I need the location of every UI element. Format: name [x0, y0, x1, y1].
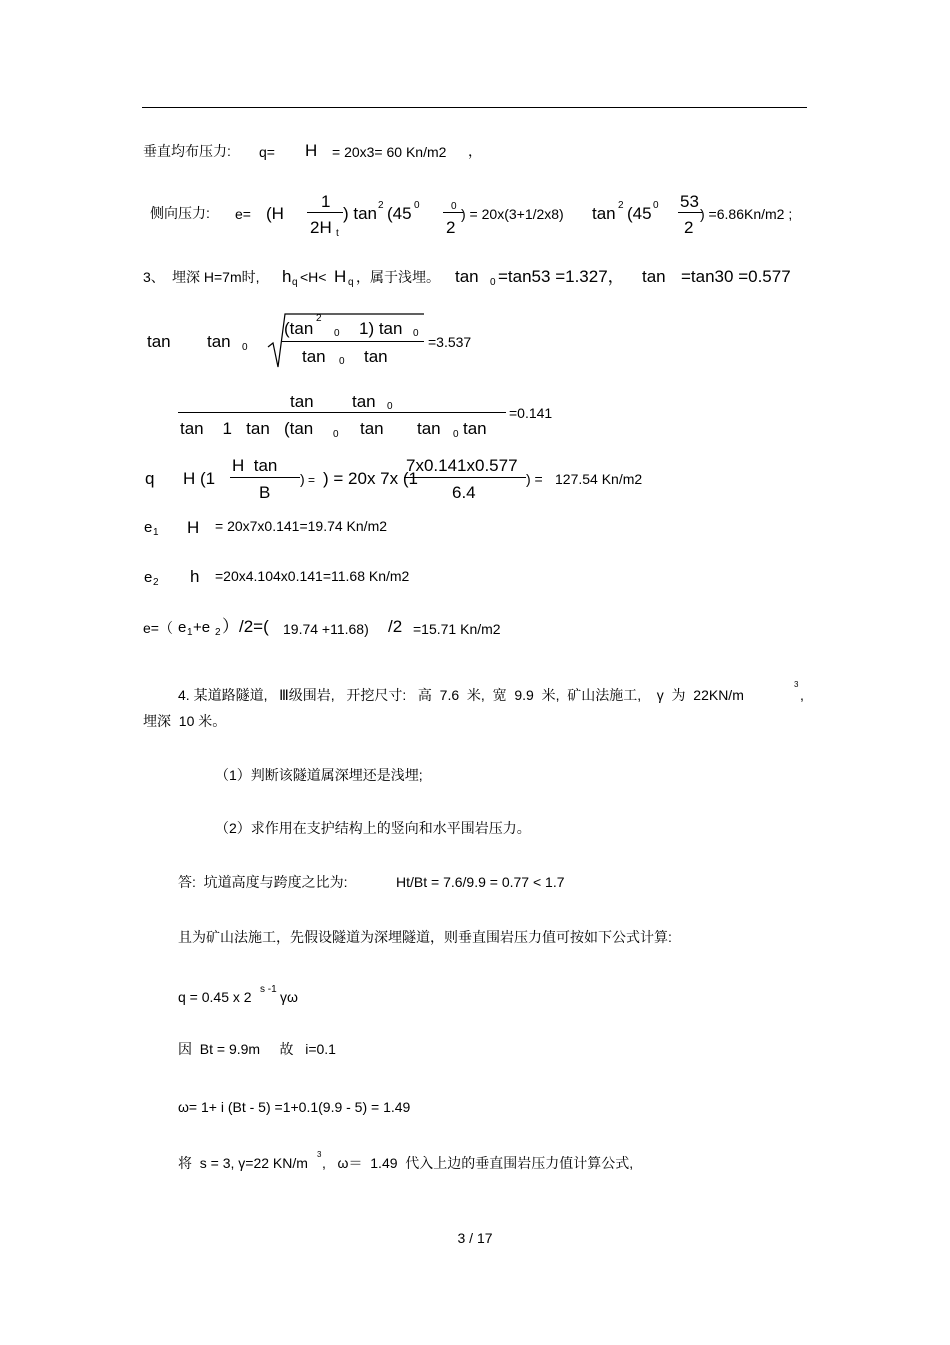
eq8-h: h: [190, 567, 200, 586]
eq5-num-a: tan: [290, 392, 314, 411]
eq9-e1-sub: 1: [187, 627, 193, 638]
eq9-result: =15.71 Kn/m2: [413, 621, 501, 637]
eq4-den-a-sub: 0: [339, 356, 345, 367]
eq2-paren: (H: [266, 204, 284, 223]
eq2-num1: 1: [321, 192, 331, 211]
eq6-mid-a: ) =: [300, 471, 316, 487]
eq4-num-sup: 2: [316, 313, 322, 324]
eq4-num: (tan: [284, 319, 314, 338]
eq9-div: /2: [388, 617, 403, 636]
eq8-sub: 2: [153, 577, 159, 588]
eq7-sub: 1: [153, 527, 159, 538]
eq3-shallow: ，属于浅埋。: [356, 269, 440, 285]
eq2-result: ) =6.86Kn/m2 ;: [700, 206, 793, 222]
eq6-H: H (1: [183, 469, 216, 488]
eq4-result: =3.537: [428, 334, 472, 350]
eq1-label: 垂直均布压力:: [143, 143, 231, 159]
eq9-plus: +e: [193, 619, 211, 636]
eq6-q: q: [145, 469, 155, 488]
problem4-line1-sup: 3: [794, 680, 799, 689]
answer-ratio: Ht/Bt = 7.6/9.9 = 0.77 < 1.7: [396, 874, 565, 890]
header-rule: [142, 107, 807, 108]
eq2-deg1-sup: 0: [414, 200, 420, 211]
eq4-den-b: tan: [364, 347, 388, 366]
eq3-tan: tan: [642, 267, 666, 286]
eq7-H: H: [187, 518, 200, 537]
eq1-comma: ，: [468, 143, 482, 159]
eq2-frac1-bar: [307, 212, 343, 213]
eq6-den2: 6.4: [452, 483, 476, 502]
formula-q-sup: s -1: [260, 984, 277, 995]
eq3-tan0: tan: [455, 267, 479, 286]
problem4-line1-end: ,: [800, 687, 804, 703]
eq5-den-sub1: 0: [333, 429, 339, 440]
eq3-val1: =tan53 =1.327，: [498, 267, 625, 286]
eq9-e1: e: [178, 619, 187, 636]
eq4-tan-b: tan: [207, 332, 231, 351]
eq2-frac2-bar: [443, 212, 463, 213]
eq6-num2: 7x0.141x0.577: [406, 456, 518, 475]
eq2-deg2: (45: [627, 204, 652, 223]
eq2-sq2: 2: [618, 200, 624, 211]
eq2-tan1: ) tan: [343, 204, 378, 223]
omega-value: ω= 1+ i (Bt - 5) =1+0.1(9.9 - 5) = 1.49: [178, 1099, 411, 1115]
eq2-label: 侧向压力:: [150, 205, 210, 221]
eq3-val2: =tan30 =0.577: [681, 267, 791, 286]
eq3-hq: h: [282, 267, 292, 286]
eq3-tan0-sub: 0: [490, 277, 496, 288]
eq2-den1: 2H: [310, 218, 332, 237]
eq4-num-sub: 0: [334, 328, 340, 339]
eq5-den: tan 1 tan (tan: [180, 419, 314, 438]
eq2-sq1: 2: [378, 200, 384, 211]
eq9-e2-sub: 2: [215, 627, 221, 638]
eq5-num-b-sub: 0: [387, 401, 393, 412]
question-2: （2）求作用在支护结构上的竖向和水平围岩压力。: [215, 820, 531, 836]
formula-q: q = 0.45 x 2: [178, 989, 252, 1005]
eq6-result: 127.54 Kn/m2: [555, 471, 643, 487]
eq6-mid: ) = 20x 7x (1: [323, 469, 418, 488]
eq6-close: ) =: [526, 471, 543, 487]
page-number: 3 / 17: [457, 1230, 493, 1246]
eq2-den1-sub: t: [336, 228, 339, 239]
eq8-e: e: [144, 569, 153, 586]
substitution-sup: 3: [317, 1150, 322, 1159]
eq3-mid: <H<: [300, 269, 327, 285]
substitution: 将 s = 3, γ=22 KN/m: [178, 1155, 308, 1171]
eq5-den3: tan: [417, 419, 441, 438]
eq5-result: =0.141: [509, 405, 553, 421]
eq5-den2: tan: [360, 419, 384, 438]
eq3-text: 埋深 H=7m时,: [172, 269, 260, 285]
eq2-den3: 2: [684, 218, 694, 237]
eq5-den-sub2: 0: [453, 429, 459, 440]
substitution-end: , ω＝ 1.49 代入上边的垂直围岩压力值计算公式,: [322, 1155, 634, 1171]
eq2-frac3-bar: [678, 212, 702, 213]
eq5-den4: tan: [463, 419, 487, 438]
eq4-num2: 1) tan: [359, 319, 403, 338]
eq2-den2: 2: [446, 218, 456, 237]
eq2-num3: 53: [680, 192, 699, 211]
formula-q-end: γω: [280, 989, 298, 1005]
eq4-tan-b-sub: 0: [242, 342, 248, 353]
problem4-line1: 4. 某道路隧道, Ⅲ级围岩, 开挖尺寸: 高 7.6 米, 宽 9.9 米, 矿山法施工, γ 为 22KN/m: [178, 687, 744, 703]
eq1-H: H: [305, 141, 318, 160]
eq6-frac2-bar: [404, 477, 526, 478]
eq2-tan2: tan: [592, 204, 616, 223]
eq4-tan-a: tan: [147, 332, 171, 351]
eq2-mid: ) = 20x(3+1/2x8): [461, 206, 564, 222]
eq3-item: 3、: [143, 269, 165, 285]
eq4-den-a: tan: [302, 347, 326, 366]
eq9-prefix: e=（: [143, 620, 173, 636]
eq7-e: e: [144, 519, 153, 536]
eq1-q: q=: [259, 144, 275, 160]
eq9-vals: 19.74 +11.68): [283, 621, 369, 637]
bt-value: 因 Bt = 9.9m 故 i=0.1: [178, 1041, 336, 1057]
eq7-result: = 20x7x0.141=19.74 Kn/m2: [215, 518, 388, 534]
answer-label: 答: 坑道高度与跨度之比为:: [178, 874, 348, 890]
eq2-deg1: (45: [387, 204, 412, 223]
eq5-num-b: tan: [352, 392, 376, 411]
eq5-frac-bar: [178, 412, 506, 413]
sqrt-sign: [266, 311, 426, 369]
eq2-deg2-sup: 0: [653, 200, 659, 211]
eq6-num1: H tan: [232, 456, 278, 475]
eq3-hq-sub: q: [292, 277, 298, 288]
eq2-e: e=: [235, 206, 251, 222]
eq1-result: = 20x3= 60 Kn/m2: [332, 144, 447, 160]
question-1: （1）判断该隧道属深埋还是浅埋;: [215, 767, 423, 783]
eq4-num2-sub: 0: [413, 328, 419, 339]
eq3-Hq-sub: q: [348, 277, 354, 288]
eq2-num2: 0: [451, 201, 457, 212]
problem4-line2: 埋深 10 米。: [143, 713, 227, 729]
eq3-Hq: H: [334, 267, 347, 286]
eq6-frac1-bar: [230, 477, 300, 478]
eq4-frac-bar: [282, 341, 424, 342]
assume-deep: 且为矿山法施工，先假设隧道为深埋隧道，则垂直围岩压力值可按如下公式计算:: [178, 929, 672, 945]
eq9-close: ）/2=(: [222, 617, 269, 636]
eq8-result: =20x4.104x0.141=11.68 Kn/m2: [215, 568, 410, 584]
eq6-den1: B: [259, 483, 271, 502]
